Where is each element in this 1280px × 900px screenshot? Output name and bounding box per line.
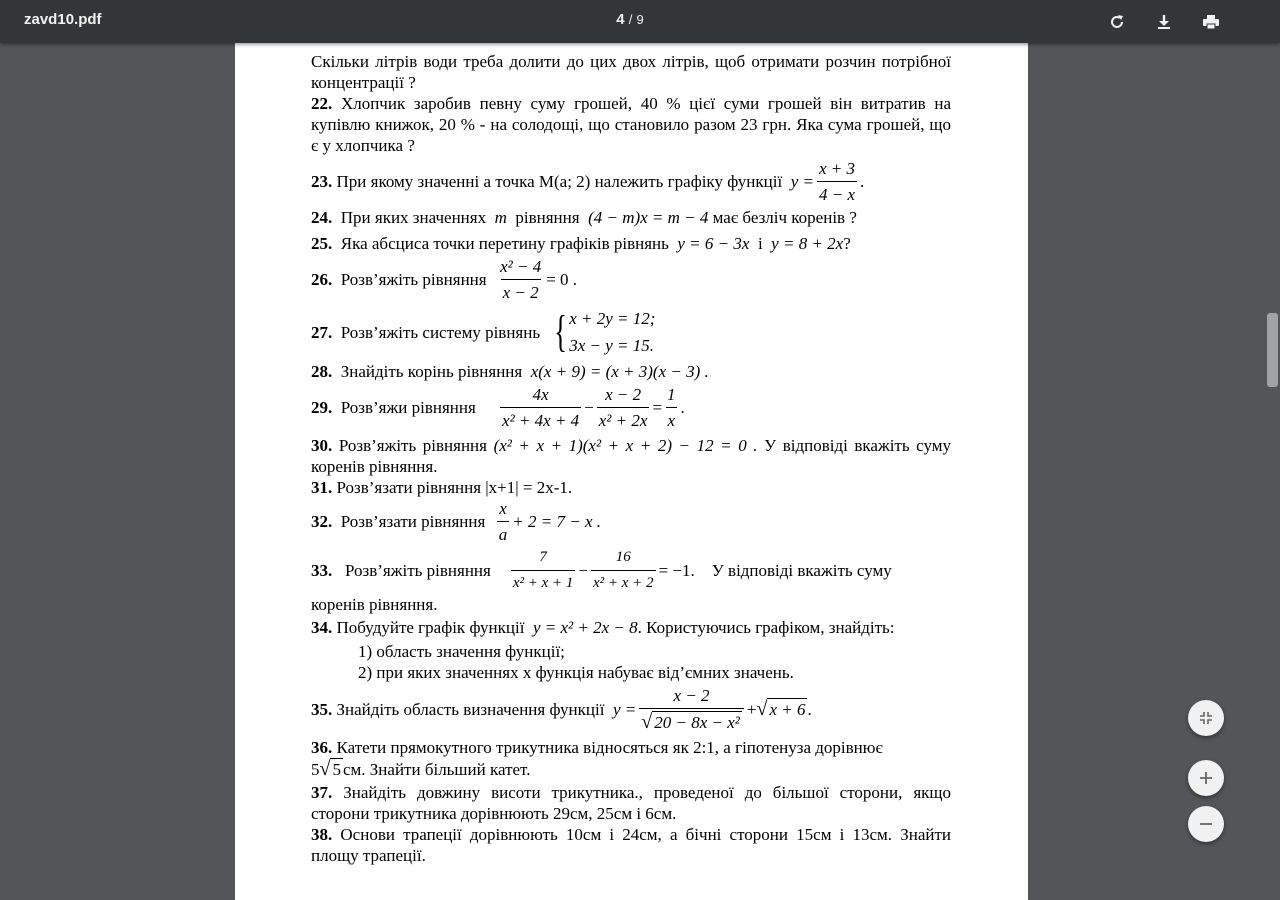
problem-36 xyxy=(311,737,951,758)
fraction-denominator: 4 − x xyxy=(817,181,857,205)
problem-text-2: рівняння xyxy=(515,208,580,227)
fraction xyxy=(498,256,543,303)
fraction-denominator xyxy=(639,708,744,733)
plus-sign: + xyxy=(746,699,757,719)
problem-37 xyxy=(311,782,951,824)
fraction-numerator: 7 xyxy=(539,549,547,565)
problem-text: Розв’яжіть рівняння xyxy=(338,436,487,455)
zoom-out-icon xyxy=(1198,816,1214,832)
rotate-icon xyxy=(1107,12,1127,32)
problem-21-tail: Скільки літрів води треба долити до цих двох літрів, щоб отримати розчин потрібної концентрації ? xyxy=(311,52,951,92)
problem-26 xyxy=(311,256,951,303)
formula-1: y = 6 − 3x xyxy=(677,234,750,253)
problem-text: Побудуйте графік функції xyxy=(336,618,525,637)
problem-text: Розв’яжіть систему рівнянь xyxy=(340,322,541,342)
formula: (4 − m)x = m − 4 xyxy=(588,208,709,227)
problem-27 xyxy=(311,305,951,359)
problem-31 xyxy=(311,477,951,498)
radical-sign: √ xyxy=(756,698,768,720)
problem-number: 31. xyxy=(311,478,333,497)
zoom-in-button[interactable] xyxy=(1188,760,1224,796)
radicand: 20 − 8x − x² xyxy=(654,713,740,732)
problem-number: 28. xyxy=(311,362,333,381)
variable: m xyxy=(494,208,507,227)
problem-number: 23. xyxy=(311,172,333,191)
problem-number: 26. xyxy=(311,270,333,289)
fraction xyxy=(497,498,510,545)
radicand: x + 6 xyxy=(769,700,806,719)
rotate-button[interactable] xyxy=(1104,9,1130,35)
equals-sign: = −1. xyxy=(658,561,695,580)
formula: y = x² + 2x − 8 xyxy=(532,618,638,637)
fraction-numerator: x xyxy=(499,499,507,518)
brace-symbol: { xyxy=(554,307,567,356)
radical-sign: √ xyxy=(641,711,653,733)
fraction-denominator: x − 2 xyxy=(501,279,541,303)
problem-text: Яка абсциса точки перетину графіків рівнянь xyxy=(340,234,669,253)
square-root-2 xyxy=(756,698,807,720)
formula-tail: . xyxy=(680,398,685,417)
problem-number: 37. xyxy=(311,783,333,802)
problem-33 xyxy=(311,547,951,594)
formula-tail: + 2 = 7 − x . xyxy=(512,512,602,531)
problem-text-2: У відповіді вкажіть суму коренів рівняння. xyxy=(311,436,952,476)
problem-number: 32. xyxy=(311,512,333,531)
problem-number: 34. xyxy=(311,618,333,637)
problem-text: Основи трапеції дорівнюють 10см і 24см, а бічні сторони 15см і 13см. Знайти площу трапеції. xyxy=(311,825,951,865)
problem-number: 38. xyxy=(311,825,333,844)
fraction-1 xyxy=(500,384,581,431)
print-button[interactable] xyxy=(1198,9,1224,35)
equals-sign: = xyxy=(652,398,663,417)
problem-number: 25. xyxy=(311,234,333,253)
problem-text-2: У відповіді вкажіть суму xyxy=(711,561,892,580)
problem-tail: ? xyxy=(843,234,851,253)
fraction-denominator: x² + x + 2 xyxy=(591,570,656,594)
equation-system xyxy=(550,305,655,359)
problem-34-sub-1: 1) область значення функції; xyxy=(358,642,565,661)
problem-tail: має безліч коренів ? xyxy=(712,208,857,227)
page-indicator xyxy=(0,11,1260,28)
fraction-numerator: x − 2 xyxy=(605,385,642,404)
fraction-numerator: 16 xyxy=(615,549,631,565)
formula-tail: . xyxy=(860,172,865,191)
problem-35 xyxy=(311,685,951,733)
fraction-numerator: x + 3 xyxy=(818,159,856,178)
problem-34 xyxy=(311,617,951,638)
formula-lhs: y = xyxy=(612,699,637,719)
problem-36-continued xyxy=(311,758,951,780)
square-root xyxy=(320,758,343,780)
problem-text: Катети прямокутного трикутника відносяться як 2:1, а гіпотенуза дорівнює xyxy=(336,738,883,757)
problem-text: При яких значеннях xyxy=(340,208,487,227)
fraction-2 xyxy=(591,547,656,594)
formula-2: y = 8 + 2x xyxy=(771,234,844,253)
scrollbar-thumb[interactable] xyxy=(1267,313,1278,387)
problem-29 xyxy=(311,384,951,431)
problem-23 xyxy=(311,158,951,205)
zoom-in-icon xyxy=(1198,770,1214,786)
fraction-1 xyxy=(511,547,576,594)
problem-25 xyxy=(311,233,951,254)
current-page-input[interactable]: 4 xyxy=(616,11,625,28)
problem-33-continued: коренів рівняння. xyxy=(311,595,438,614)
pdf-toolbar xyxy=(0,0,1280,43)
problem-number: 35. xyxy=(311,699,333,719)
fraction-denominator: x² + 4x + 4 xyxy=(500,407,581,431)
vertical-scrollbar[interactable] xyxy=(1265,43,1280,886)
problem-number: 30. xyxy=(311,436,333,455)
minus-sign: − xyxy=(578,561,588,580)
formula-tail: . xyxy=(807,699,812,719)
problem-number: 36. xyxy=(311,738,333,757)
radicand: 5 xyxy=(332,760,341,779)
page-separator: / xyxy=(628,12,633,27)
problem-text: Розв’яжіть рівняння xyxy=(345,561,491,580)
equation-1: x + 2y = 12; xyxy=(569,309,656,328)
problem-number: 29. xyxy=(311,398,333,417)
radical-sign: √ xyxy=(319,758,331,780)
fraction-denominator: x² + 2x xyxy=(597,407,650,431)
problem-30 xyxy=(311,435,951,477)
fraction-numerator: x² − 4 xyxy=(500,257,542,276)
fit-page-icon xyxy=(1198,710,1214,726)
download-icon xyxy=(1154,12,1174,32)
problem-text: При якому значенні а точка М(а; 2) належить графіку функції xyxy=(336,172,783,191)
problem-text: Розв’язати рівняння xyxy=(340,512,486,531)
formula-lhs: y = xyxy=(790,172,814,191)
problem-text: Розв’яжіть рівняння xyxy=(340,270,487,289)
equation-2: 3x − y = 15. xyxy=(569,336,655,355)
problem-number: 27. xyxy=(311,322,333,342)
equation-list xyxy=(569,305,655,359)
problem-text: Знайдіть область визначення функції xyxy=(336,699,605,719)
problem-number: 22. xyxy=(311,94,333,113)
problem-tail: . Користуючись графіком, знайдіть: xyxy=(637,618,895,637)
problem-28 xyxy=(311,361,951,382)
coefficient: 5 xyxy=(311,759,320,779)
fraction-numerator: 4x xyxy=(532,385,549,404)
minus-sign: − xyxy=(584,398,594,417)
problem-32 xyxy=(311,498,951,545)
conjunction: і xyxy=(757,234,763,253)
fraction-numerator: x − 2 xyxy=(673,686,710,705)
problem-38 xyxy=(311,824,951,866)
problem-34-sub-2: 2) при яких значеннях х функція набуває від’ємних значень. xyxy=(358,663,794,682)
formula-tail: = 0 . xyxy=(546,270,578,289)
formula: x(x + 9) = (x + 3)(x − 3) . xyxy=(530,362,709,381)
fraction-denominator: x² + x + 1 xyxy=(511,570,576,594)
download-button[interactable] xyxy=(1151,9,1177,35)
fraction-2 xyxy=(597,384,650,431)
problem-tail: см. Знайти більший катет. xyxy=(342,759,531,779)
fraction-denominator: a xyxy=(497,521,510,545)
problem-22 xyxy=(311,93,951,156)
total-pages: 9 xyxy=(636,12,644,27)
file-name: zavd10.pdf xyxy=(24,11,102,28)
fraction-denominator: x xyxy=(666,407,678,431)
zoom-out-button[interactable] xyxy=(1188,806,1224,842)
problem-text: Знайдіть корінь рівняння xyxy=(340,362,523,381)
page-content xyxy=(311,51,951,866)
formula: (x² + x + 1)(x² + x + 2) − 12 = 0 . xyxy=(493,436,758,455)
fraction-3 xyxy=(665,384,678,431)
problem-24 xyxy=(311,207,951,228)
problem-text: Знайдіть довжину висоти трикутника., проведеної до більшої сторони, якщо сторони трикутника дорівнюють 29см, 25см і 6см. xyxy=(311,783,952,823)
pdf-page xyxy=(235,0,1028,900)
print-icon xyxy=(1201,12,1221,32)
problem-text: Розв’язати рівняння |x+1| = 2x-1. xyxy=(336,478,573,497)
fit-page-button[interactable] xyxy=(1188,700,1224,736)
problem-text: Хлопчик заробив певну суму грошей, 40 % цієї суми грошей він витратив на купівлю книжок, 20 % - на солодощі, що становило разом 23 грн. Яка сума грошей, що є у хлопчика ? xyxy=(311,94,952,155)
fraction xyxy=(639,685,744,733)
problem-text: Розв’яжи рівняння xyxy=(340,398,476,417)
fraction xyxy=(817,158,857,205)
problem-number: 24. xyxy=(311,208,333,227)
square-root xyxy=(641,711,742,733)
problem-number: 33. xyxy=(311,561,333,580)
fraction-numerator: 1 xyxy=(667,385,676,404)
